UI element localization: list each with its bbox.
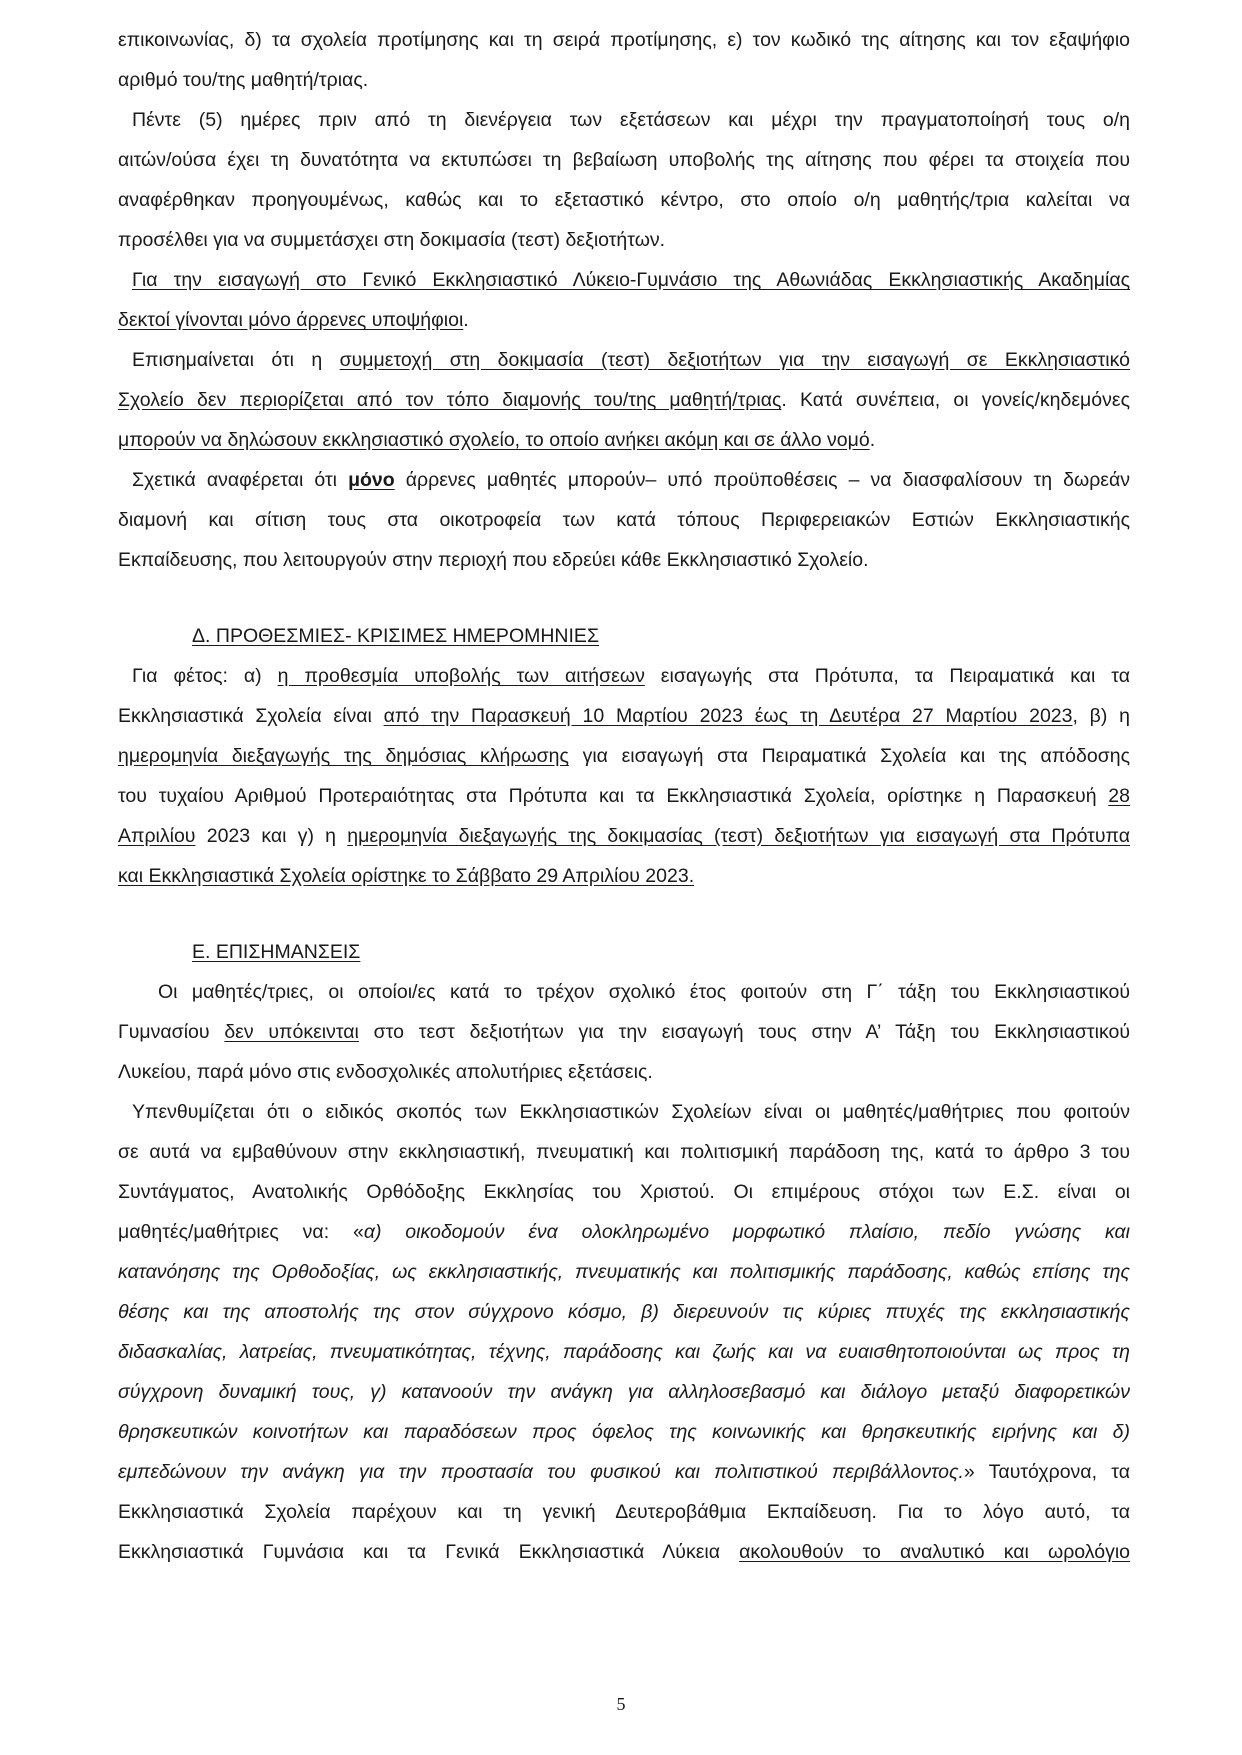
para3-line-2	[118, 300, 1130, 340]
section-d-l2-u: από την Παρασκευή 10 Μαρτίου 2023 έως τη Δευτέρα 27 Μαρτίου 2023	[383, 705, 1073, 727]
section-d-line-1	[118, 656, 1130, 696]
para5-line-2: διαμονή και σίτιση τους στα οικοτροφεία των κατά τόπους Περιφερειακών Εστιών Εκκλησιαστικής	[118, 509, 1130, 531]
section-e-p2-line-3: Συντάγματος, Ανατολικής Ορθόδοξης Εκκλησίας του Χριστού. Οι επιμέρους στόχοι των Ε.Σ. είναι οι	[118, 1181, 1130, 1203]
para3-line-1: Για την εισαγωγή στο Γενικό Εκκλησιαστικό Λύκειο-Γυμνάσιο της Αθωνιάδας Εκκλησιαστικής Ακαδημίας	[132, 269, 1130, 291]
section-e-p2-line-7: διδασκαλίας, λατρείας, πνευματικότητας, τέχνης, παράδοσης και ζωής και να ευαισθητοποιούνται ως προς τη	[118, 1341, 1130, 1363]
section-d-l5-u2: ημερομηνία διεξαγωγής της δοκιμασίας (τεστ) δεξιοτήτων για εισαγωγή στα Πρότυπα	[347, 825, 1130, 847]
section-d-l3-b: για εισαγωγή στα Πειραματικά Σχολεία και της απόδοσης	[568, 745, 1130, 767]
section-e-p2-l12-a: Εκκλησιαστικά Γυμνάσια και τα Γενικά Εκκλησιαστικά Λύκεια	[118, 1541, 740, 1563]
section-e-p1-line-2	[118, 1012, 1130, 1052]
section-e-p2-l4-i: α) οικοδομούν ένα ολοκληρωμένο μορφωτικό πλαίσιο, πεδίο γνώσης και	[363, 1221, 1131, 1243]
section-e-p2-line-5: κατανόησης της Ορθοδοξίας, ως εκκλησιαστικής, πνευματικής και πολιτισμικής παράδοσης, καθώς επίσης της	[118, 1261, 1130, 1283]
para4-l3-u: μπορούν να δηλώσουν εκκλησιαστικό σχολείο, το οποίο ανήκει ακόμη και σε άλλο νομό	[118, 429, 870, 451]
para3-end: .	[463, 309, 469, 331]
para2-line-2: αιτών/ούσα έχει τη δυνατότητα να εκτυπώσει τη βεβαίωση υποβολής της αίτησης που φέρει τα στοιχεία που	[118, 149, 1130, 171]
section-d-line-3	[118, 736, 1130, 776]
para4-line-3	[118, 420, 1130, 460]
section-e-p1-l2-a: Γυμνασίου	[118, 1021, 225, 1043]
para5-l1-b: άρρενες μαθητές μπορούν– υπό προϋποθέσεις – να διασφαλίσουν τη δωρεάν	[394, 469, 1131, 491]
section-e-p2-l12-u: ακολουθούν το αναλυτικό και ωρολόγιο	[739, 1541, 1130, 1563]
para2-line-3: αναφέρθηκαν προηγουμένως, καθώς και το εξεταστικό κέντρο, στο οποίο ο/η μαθητής/τρια καλείται να	[118, 189, 1130, 211]
section-d-line-2	[118, 696, 1130, 736]
section-d-l4-a: του τυχαίου Αριθμού Προτεραιότητας στα Πρότυπα και τα Εκκλησιαστικά Σχολεία, ορίστηκε η Παρασκευή	[118, 785, 1109, 807]
section-e-p2-line-10	[118, 1452, 1130, 1492]
section-d-l1-b: εισαγωγής στα Πρότυπα, τα Πειραματικά και τα	[644, 665, 1131, 687]
section-d-line-5	[118, 816, 1130, 856]
section-e-p1-l2-u: δεν υπόκεινται	[224, 1021, 359, 1043]
page-number: 5	[616, 1694, 626, 1714]
section-e-p2-line-4	[118, 1212, 1130, 1252]
section-e-p2-line-11: Εκκλησιαστικά Σχολεία παρέχουν και τη γενική Δευτεροβάθμια Εκπαίδευση. Για το λόγο αυτό, τα	[118, 1501, 1130, 1523]
section-d-heading: Δ. ΠΡΟΘΕΣΜΙΕΣ- ΚΡΙΣΙΜΕΣ ΗΜΕΡΟΜΗΝΙΕΣ	[192, 625, 599, 647]
para2-line-1: Πέντε (5) ημέρες πριν από τη διενέργεια των εξετάσεων και μέχρι την πραγματοποίησή τους ο/η	[132, 109, 1130, 131]
section-e-p2-line-2: σε αυτά να εμβαθύνουν στην εκκλησιαστική, πνευματική και πολιτισμική παράδοση της, κατά το άρθρο 3 του	[118, 1141, 1130, 1163]
para5-line-1	[118, 460, 1130, 500]
para4-l2-b: . Κατά συνέπεια, οι γονείς/κηδεμόνες	[781, 389, 1130, 411]
section-d-l4-u: 28	[1108, 785, 1130, 807]
section-e-p1-line-1: Οι μαθητές/τριες, οι οποίοι/ες κατά το τρέχον σχολικό έτος φοιτούν στη Γ΄ τάξη του Εκκλησιαστικού	[158, 981, 1130, 1003]
section-e-p2-l10-b: » Ταυτόχρονα, τα	[963, 1461, 1130, 1483]
section-d-l1-u: η προθεσμία υποβολής των αιτήσεων	[277, 665, 645, 687]
para2-line-4: προσέλθει για να συμμετάσχει στη δοκιμασία (τεστ) δεξιοτήτων.	[118, 229, 666, 251]
para4-l3-end: .	[869, 429, 876, 451]
section-d-l6-u: και Εκκλησιαστικά Σχολεία ορίστηκε το Σάββατο 29 Απριλίου 2023.	[118, 865, 695, 887]
para5-line-3: Εκπαίδευσης, που λειτουργούν στην περιοχή που εδρεύει κάθε Εκκλησιαστικό Σχολείο.	[118, 549, 869, 571]
section-d-l5-a: 2023 και γ) η	[195, 825, 348, 847]
para3-underlined: δεκτοί γίνονται μόνο άρρενες υποψήφιοι	[118, 309, 464, 331]
para4-l2-u: Σχολείο δεν περιορίζεται από τον τόπο διαμονής του/της μαθητή/τριας	[118, 389, 782, 411]
section-e-p2-line-6: θέσης και της αποστολής της στον σύγχρονο κόσμο, β) διερευνούν τις κύριες πτυχές της εκκλησιαστικής	[118, 1301, 1130, 1323]
para4-l1-a: Επισημαίνεται ότι η	[132, 349, 340, 371]
section-d-line-6	[118, 856, 1130, 896]
section-d-l3-u: ημερομηνία διεξαγωγής της δημόσιας κλήρωσης	[118, 745, 569, 767]
section-e-p1-l2-b: στο τεστ δεξιοτήτων για την εισαγωγή τους στην Α’ Τάξη του Εκκλησιαστικού	[358, 1021, 1130, 1043]
section-e-p2-line-12	[118, 1532, 1130, 1572]
section-d-l2-b: , β) η	[1072, 705, 1130, 727]
para4-l1-u: συμμετοχή στη δοκιμασία (τεστ) δεξιοτήτων για την εισαγωγή σε Εκκλησιαστικό	[339, 349, 1130, 371]
section-e-p2-line-9: θρησκευτικών κοινοτήτων και παραδόσεων προς όφελος της κοινωνικής και θρησκευτικής ειρήνης και δ)	[118, 1421, 1130, 1443]
para1-line-2: αριθμό του/της μαθητή/τριας.	[118, 69, 369, 91]
section-e-p2-l4-a: μαθητές/μαθήτριες να: «	[118, 1221, 364, 1243]
para4-line-1	[118, 340, 1130, 380]
para5-l1-bold: μόνο	[348, 469, 395, 491]
section-d-l5-u1: Απριλίου	[118, 825, 196, 847]
para5-l1-a: Σχετικά αναφέρεται ότι	[132, 469, 349, 491]
section-e-p2-line-8: σύγχρονη δυναμική τους, γ) κατανοούν την ανάγκη για αλληλοσεβασμό και διάλογο μεταξύ διαφορετικών	[118, 1381, 1130, 1403]
section-e-p2-line-1: Υπενθυμίζεται ότι ο ειδικός σκοπός των Εκκλησιαστικών Σχολείων είναι οι μαθητές/μαθήτριες που φοιτούν	[132, 1101, 1130, 1123]
section-e-heading: Ε. ΕΠΙΣΗΜΑΝΣΕΙΣ	[192, 941, 361, 963]
section-e-p1-line-3: Λυκείου, παρά μόνο στις ενδοσχολικές απολυτήριες εξετάσεις.	[118, 1061, 653, 1083]
section-e-p2-l10-i: εμπεδώνουν την ανάγκη για την προστασία του φυσικού και πολιτιστικού περιβάλλοντος.	[118, 1461, 964, 1483]
section-d-l1-a: Για φέτος: α)	[132, 665, 278, 687]
section-d-l2-a: Εκκλησιαστικά Σχολεία είναι	[118, 705, 384, 727]
section-d-line-4	[118, 776, 1130, 816]
para1-line-1: επικοινωνίας, δ) τα σχολεία προτίμησης και τη σειρά προτίμησης, ε) τον κωδικό της αίτησης και τον εξαψήφιο	[118, 29, 1130, 51]
para4-line-2	[118, 380, 1130, 420]
